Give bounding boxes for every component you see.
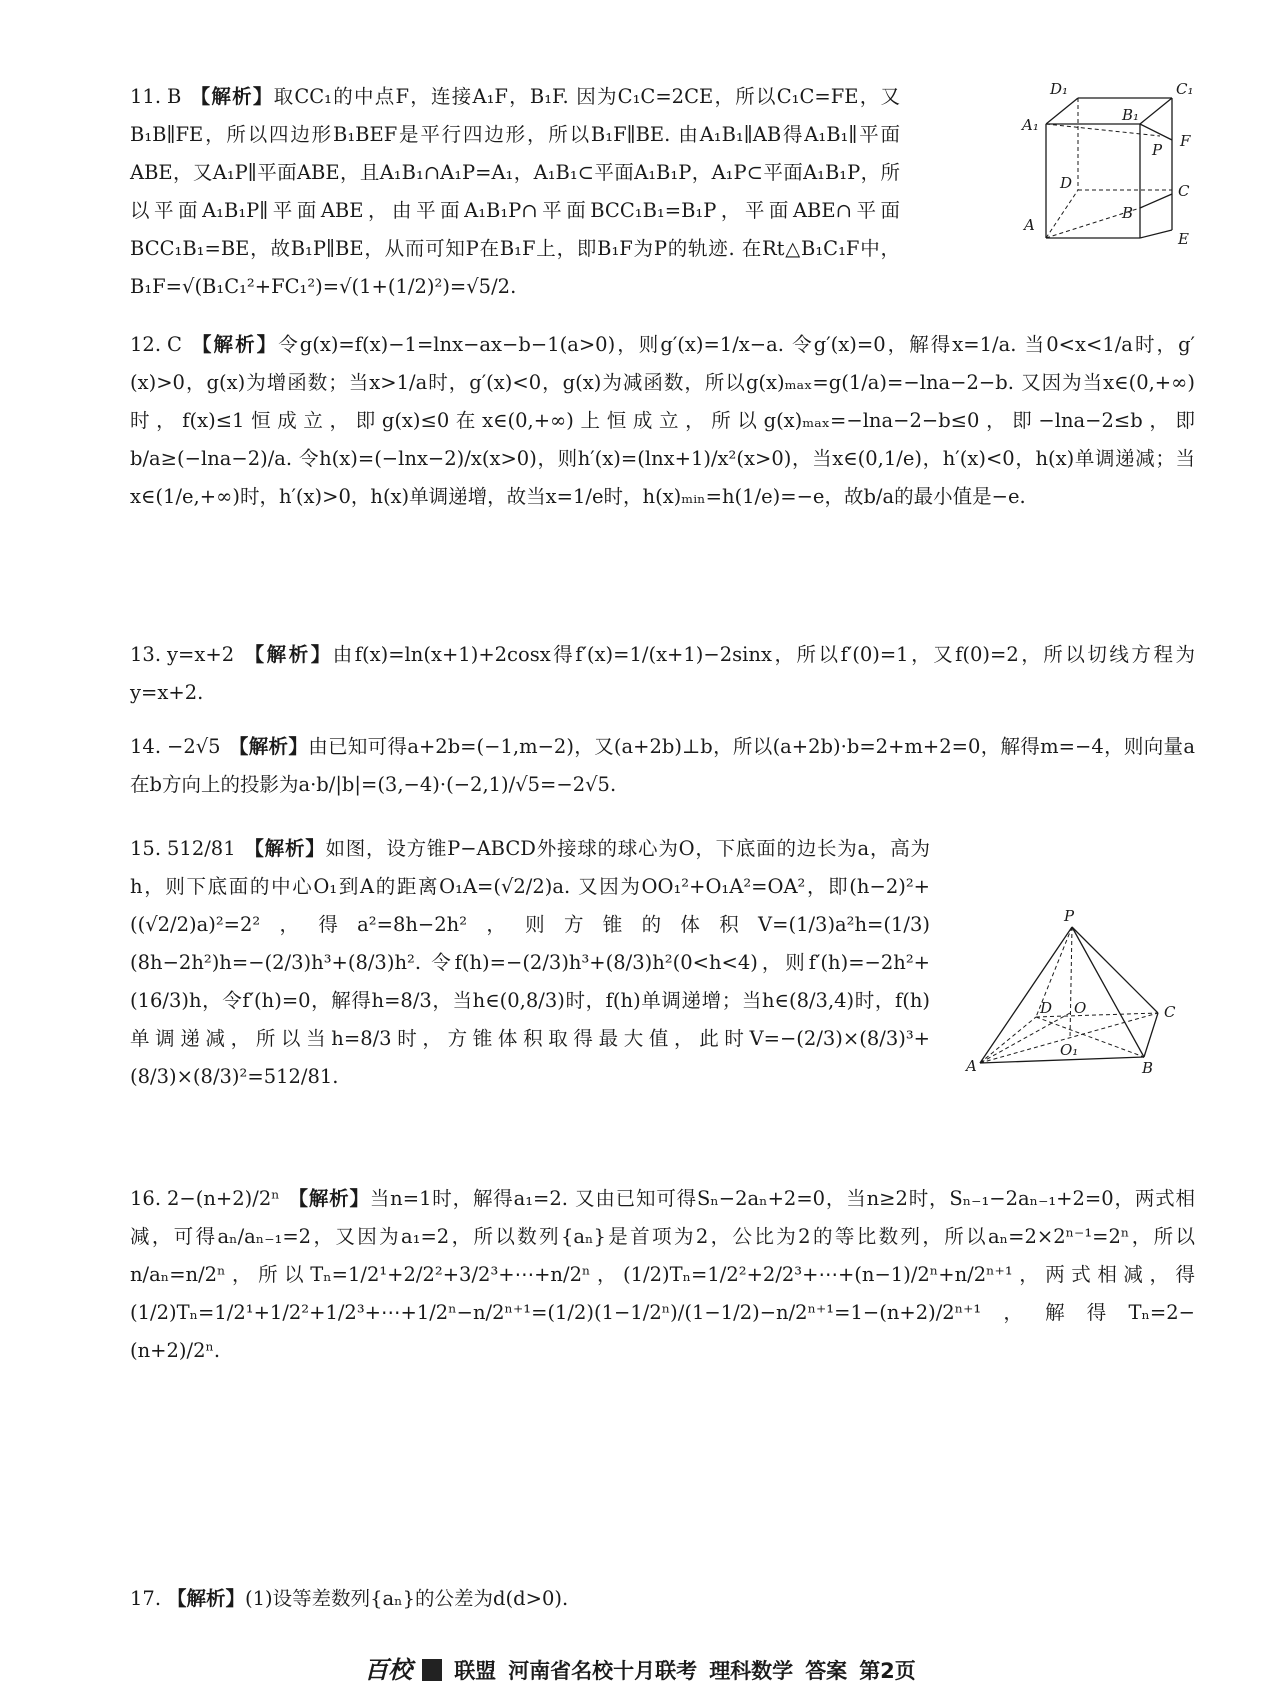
footer-page: 第2页 <box>859 1659 916 1683</box>
q11-tag: 【解析】 <box>189 85 274 108</box>
label-B2: B <box>1142 1059 1154 1077</box>
q17 <box>130 1580 1195 1618</box>
q15-tag: 【解析】 <box>243 837 326 860</box>
q13-number: 13. <box>130 643 162 666</box>
q11-answer: B <box>167 85 182 108</box>
q16-number: 16. <box>130 1187 162 1210</box>
q14-answer: −2√5 <box>167 735 221 758</box>
label-C2: C <box>1164 1003 1176 1021</box>
q12-answer: C <box>167 333 182 356</box>
prism-figure <box>1010 80 1200 255</box>
label-D: D <box>1060 174 1073 192</box>
q16-answer: 2−(n+2)/2ⁿ <box>167 1187 280 1210</box>
label-P2: P <box>1064 907 1075 925</box>
q12 <box>130 326 1195 516</box>
label-O1: O₁ <box>1060 1041 1079 1059</box>
q13-tag: 【解析】 <box>242 643 333 666</box>
q11-text: 取CC₁的中点F，连接A₁F，B₁F. 因为C₁C=2CE，所以C₁C=FE，又B₁B∥FE，所以四边形B₁BEF是平行四边形，所以B₁F∥BE. 由A₁B₁∥AB得A₁B₁∥平面ABE，又A₁P∥平面ABE，且A₁B₁∩A₁P=A₁，A₁B₁⊂平面A₁B₁P，A₁P⊂平面A₁B₁P，所以平面A₁B₁P∥平面ABE，由平面A₁B₁P∩平面BCC₁B₁=B₁P，平面ABE∩平面BCC₁B₁=BE，故B₁P∥BE，从而可知P在B₁F上，即B₁F为P的轨迹. 在Rt△B₁C₁F中，B₁F=√(B₁C₁²+FC₁²)=√(1+(1/2)²)=√5/2. <box>130 85 900 298</box>
q13-answer: y=x+2 <box>167 643 235 666</box>
label-P: P <box>1152 141 1163 159</box>
q17-text: (1)设等差数列{aₙ}的公差为d(d>0). <box>245 1587 569 1610</box>
page-footer <box>0 1650 1280 1685</box>
q14-tag: 【解析】 <box>228 735 309 758</box>
footer-exam: 河南省名校十月联考 <box>508 1659 698 1683</box>
q12-tag: 【解析】 <box>189 333 279 356</box>
q13-text: 由f(x)=ln(x+1)+2cosx得f′(x)=1/(x+1)−2sinx，所以f′(0)=1，又f(0)=2，所以切线方程为y=x+2. <box>130 643 1195 704</box>
q14-text: 由已知可得a+2b=(−1,m−2)，又(a+2b)⊥b，所以(a+2b)·b=2+m+2=0，解得m=−4，则向量a在b方向上的投影为a·b/|b|=(3,−4)·(−2,1)/√5=−2√5. <box>130 735 1195 796</box>
q16-tag: 【解析】 <box>287 1187 370 1210</box>
label-A2: A <box>966 1057 977 1075</box>
footer-kind: 答案 <box>805 1659 848 1683</box>
label-E: E <box>1178 230 1189 248</box>
label-A1: A₁ <box>1022 116 1039 134</box>
label-B1: B₁ <box>1122 106 1140 124</box>
footer-logo: 百校 <box>364 1655 413 1684</box>
q15-text: 如图，设方锥P−ABCD外接球的球心为O，下底面的边长为a，高为h，则下底面的中心O₁到A的距离O₁A=(√2/2)a. 又因为OO₁²+O₁A²=OA²，即(h−2)²+((√2/2)a)²=2²，得a²=8h−2h²，则方锥的体积V=(1/3)a²h=(1/3)(8h−2h²)h=−(2/3)h³+(8/3)h². 令f(h)=−(2/3)h³+(8/3)h²(0<h<4)，则f′(h)=−2h²+(16/3)h，令f′(h)=0，解得h=8/3，当h∈(0,8/3)时，f(h)单调递增；当h∈(8/3,4)时，f(h)单调递减，所以当h=8/3时，方锥体积取得最大值，此时V=−(2/3)×(8/3)³+(8/3)×(8/3)²=512/81. <box>130 837 930 1088</box>
footer-alliance: 联盟 <box>454 1659 497 1683</box>
q17-tag: 【解析】 <box>167 1587 246 1610</box>
footer-subject: 理科数学 <box>709 1659 794 1683</box>
label-D2: D <box>1040 999 1053 1017</box>
q13 <box>130 636 1195 712</box>
label-B: B <box>1122 204 1134 222</box>
q12-text: 令g(x)=f(x)−1=lnx−ax−b−1(a>0)，则g′(x)=1/x−a. 令g′(x)=0，解得x=1/a. 当0<x<1/a时，g′(x)>0，g(x)为增函数；当x>1/a时，g′(x)<0，g(x)为减函数，所以g(x)ₘₐₓ=g(1/a)=−lna−2−b. 又因为当x∈(0,+∞)时，f(x)≤1恒成立，即g(x)≤0在x∈(0,+∞)上恒成立，所以g(x)ₘₐₓ=−lna−2−b≤0，即−lna−2≤b，即b/a≥(−lna−2)/a. 令h(x)=(−lnx−2)/x(x>0)，则h′(x)=(lnx+1)/x²(x>0)，当x∈(0,1/e)，h′(x)<0，h(x)单调递减；当x∈(1/e,+∞)时，h′(x)>0，h(x)单调递增，故当x=1/e时，h(x)ₘᵢₙ=h(1/e)=−e，故b/a的最小值是−e. <box>130 333 1195 508</box>
label-D1: D₁ <box>1050 80 1069 98</box>
label-C: C <box>1178 182 1190 200</box>
label-C1: C₁ <box>1176 80 1194 98</box>
q16-text: 当n=1时，解得a₁=2. 又由已知可得Sₙ−2aₙ+2=0，当n≥2时，Sₙ₋₁−2aₙ₋₁+2=0，两式相减，可得aₙ/aₙ₋₁=2，又因为a₁=2，所以数列{aₙ}是首项为2，公比为2的等比数列，所以aₙ=2×2ⁿ⁻¹=2ⁿ，所以n/aₙ=n/2ⁿ，所以Tₙ=1/2¹+2/2²+3/2³+⋯+n/2ⁿ，(1/2)Tₙ=1/2²+2/2³+⋯+(n−1)/2ⁿ+n/2ⁿ⁺¹，两式相减，得(1/2)Tₙ=1/2¹+1/2²+1/2³+⋯+1/2ⁿ−n/2ⁿ⁺¹=(1/2)(1−1/2ⁿ)/(1−1/2)−n/2ⁿ⁺¹=1−(n+2)/2ⁿ⁺¹，解得Tₙ=2−(n+2)/2ⁿ. <box>130 1187 1195 1362</box>
q15-answer: 512/81 <box>167 837 236 860</box>
q17-number: 17. <box>130 1587 162 1610</box>
q11 <box>130 78 900 306</box>
q12-number: 12. <box>130 333 162 356</box>
pyramid-figure <box>960 905 1200 1080</box>
q15-number: 15. <box>130 837 162 860</box>
q11-number: 11. <box>130 85 162 108</box>
label-F: F <box>1180 132 1191 150</box>
q15 <box>130 830 930 1096</box>
q16 <box>130 1180 1195 1370</box>
q14 <box>130 728 1195 804</box>
seal-icon <box>422 1659 442 1681</box>
q14-number: 14. <box>130 735 162 758</box>
label-O: O <box>1074 999 1087 1017</box>
label-A: A <box>1024 216 1035 234</box>
